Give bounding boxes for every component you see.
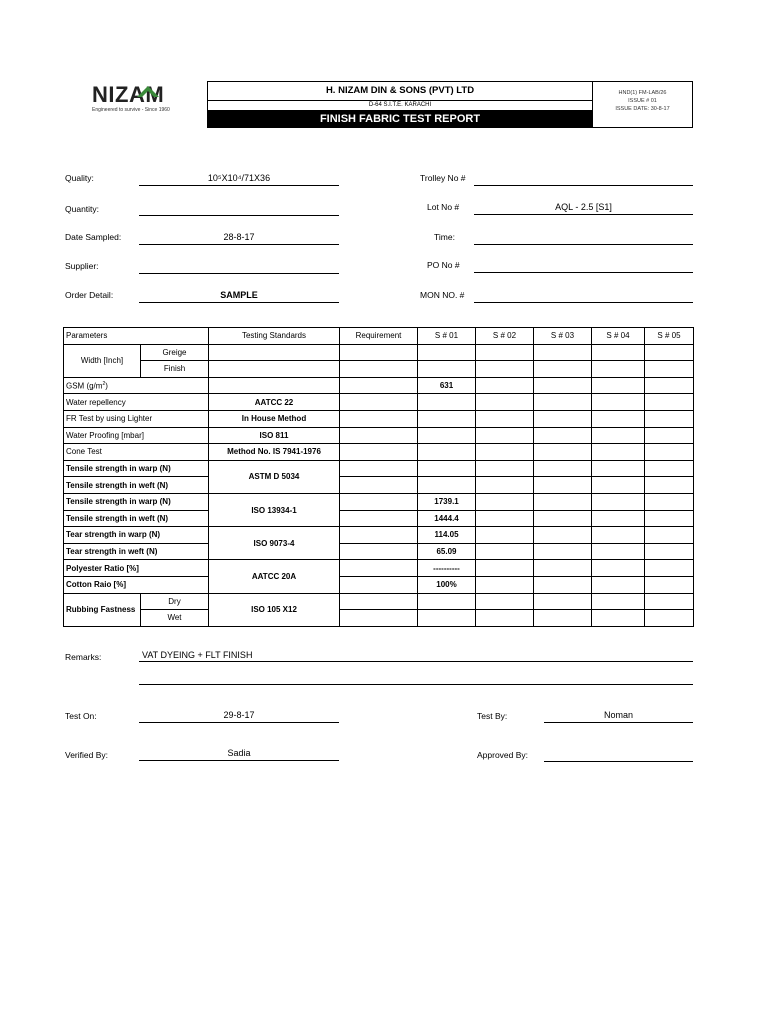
table-row — [64, 477, 694, 494]
header-s04: S # 04 — [592, 328, 645, 345]
remarks-field[interactable]: VAT DYEING + FLT FINISH — [139, 648, 693, 662]
approved-by-label: Approved By: — [477, 750, 529, 760]
water-proofing-std: ISO 811 — [209, 427, 340, 444]
cotton-s01[interactable]: 100% — [418, 576, 476, 593]
table-row — [64, 493, 694, 510]
verified-by-label: Verified By: — [65, 750, 108, 760]
fr-test-std: In House Method — [209, 410, 340, 427]
tear-warp-param: Tear strength in warp (N) — [64, 527, 209, 544]
approved-by-field[interactable] — [544, 747, 693, 762]
iso13934-std: ISO 13934-1 — [209, 493, 340, 526]
header-main — [208, 82, 593, 128]
width-param: Width [Inch] — [64, 344, 141, 377]
header-s01: S # 01 — [418, 328, 476, 345]
dry-label: Dry — [141, 593, 209, 610]
order-detail-label: Order Detail: — [65, 290, 114, 300]
logo-tagline: Engineered to survive - Since 1960 — [92, 107, 170, 113]
tensile-weft-param-2: Tensile strength in weft (N) — [64, 510, 209, 527]
supplier-label: Supplier: — [65, 261, 99, 271]
time-label: Time: — [434, 232, 455, 242]
order-detail-field[interactable]: SAMPLE — [139, 288, 339, 303]
gsm-param: GSM $(g/m^2)$ — [64, 377, 209, 394]
table-header-row — [64, 328, 694, 345]
table-row — [64, 610, 694, 627]
tensile-weft-param: Tensile strength in weft (N) — [64, 477, 209, 494]
header-requirement: Requirement — [340, 328, 418, 345]
water-repellency-param: Water repellency — [64, 394, 209, 411]
header-testing-standards: Testing Standards — [209, 328, 340, 345]
header-s02: S # 02 — [476, 328, 534, 345]
doc-code: HND(1) FM-LAB/26 — [618, 90, 667, 96]
quantity-field[interactable] — [139, 201, 339, 216]
date-sampled-field[interactable]: 28-8-17 — [139, 230, 339, 245]
tensile-warp-param-2: Tensile strength in warp (N) — [64, 493, 209, 510]
table-row — [64, 560, 694, 577]
table-row — [64, 344, 694, 361]
table-row — [64, 576, 694, 593]
header-parameters: Parameters — [64, 328, 209, 345]
lot-label: Lot No # — [427, 202, 460, 212]
tensile-weft-s01[interactable]: 1444.4 — [418, 510, 476, 527]
logo-wordmark: NIZAM — [92, 82, 165, 107]
mon-label: MON NO. # — [420, 290, 465, 300]
trolley-field[interactable] — [474, 171, 693, 186]
time-field[interactable] — [474, 230, 693, 245]
finish-label: Finish — [141, 361, 209, 378]
table-row — [64, 410, 694, 427]
quality-field[interactable]: 10⁵X10⁴/71X36 — [139, 171, 339, 186]
tear-weft-param: Tear strength in weft (N) — [64, 543, 209, 560]
fr-test-param: FR Test by using Lighter — [64, 410, 209, 427]
document-control — [593, 82, 692, 128]
test-results-table — [63, 327, 694, 627]
tear-warp-s01[interactable]: 114.05 — [418, 527, 476, 544]
iso9073-std: ISO 9073-4 — [209, 527, 340, 560]
cone-test-std: Method No. IS 7941-1976 — [209, 444, 340, 461]
table-row — [64, 377, 694, 394]
verified-by-field[interactable]: Sadia — [139, 746, 339, 761]
wet-label: Wet — [141, 610, 209, 627]
table-row — [64, 444, 694, 461]
test-by-label: Test By: — [477, 711, 508, 721]
company-name: H. NIZAM DIN & SONS (PVT) LTD — [208, 82, 592, 101]
report-title: FINISH FABRIC TEST REPORT — [208, 111, 592, 128]
rubbing-param: Rubbing Fastness — [64, 593, 141, 626]
water-proofing-param: Water Proofing [mbar] — [64, 427, 209, 444]
date-sampled-label: Date Sampled: — [65, 232, 122, 242]
test-by-field[interactable]: Noman — [544, 708, 693, 723]
table-row — [64, 460, 694, 477]
iso105-std: ISO 105 X12 — [209, 593, 340, 626]
test-on-field[interactable]: 29-8-17 — [139, 708, 339, 723]
tensile-warp-param: Tensile strength in warp (N) — [64, 460, 209, 477]
company-address: D-64 S.I.T.E. KARACHI — [208, 101, 592, 111]
table-row — [64, 510, 694, 527]
po-label: PO No # — [427, 260, 460, 270]
cotton-param: Cotton Raio [%] — [64, 576, 209, 593]
table-row — [64, 593, 694, 610]
logo-roof-icon — [135, 84, 161, 98]
remarks-field-line-2[interactable] — [139, 670, 693, 685]
polyester-param: Polyester Ratio [%] — [64, 560, 209, 577]
mon-field[interactable] — [474, 288, 693, 303]
trolley-label: Trolley No # — [420, 173, 466, 183]
table-row — [64, 527, 694, 544]
lot-field[interactable]: AQL - 2.5 [S1] — [474, 200, 693, 215]
report-header — [207, 81, 693, 128]
supplier-field[interactable] — [139, 259, 339, 274]
table-row — [64, 394, 694, 411]
tear-weft-s01[interactable]: 65.09 — [418, 543, 476, 560]
cone-test-param: Cone Test — [64, 444, 209, 461]
header-s03: S # 03 — [534, 328, 592, 345]
tensile-warp-s01[interactable]: 1739.1 — [418, 493, 476, 510]
quality-label: Quality: — [65, 173, 94, 183]
quantity-label: Quantity: — [65, 204, 100, 214]
polyester-s01[interactable]: ---------- — [418, 560, 476, 577]
po-field[interactable] — [474, 258, 693, 273]
water-repellency-std: AATCC 22 — [209, 394, 340, 411]
table-row — [64, 543, 694, 560]
astm-std: ASTM D 5034 — [209, 460, 340, 493]
gsm-s01[interactable]: 631 — [418, 377, 476, 394]
test-on-label: Test On: — [65, 711, 97, 721]
aatcc20-std: AATCC 20A — [209, 560, 340, 593]
header-s05: S # 05 — [645, 328, 694, 345]
greige-label: Greige — [141, 344, 209, 361]
remarks-label: Remarks: — [65, 652, 102, 662]
doc-issue: ISSUE # 01 — [628, 98, 657, 104]
doc-issue-date: ISSUE DATE: 30-8-17 — [615, 106, 670, 112]
table-row — [64, 361, 694, 378]
table-row — [64, 427, 694, 444]
